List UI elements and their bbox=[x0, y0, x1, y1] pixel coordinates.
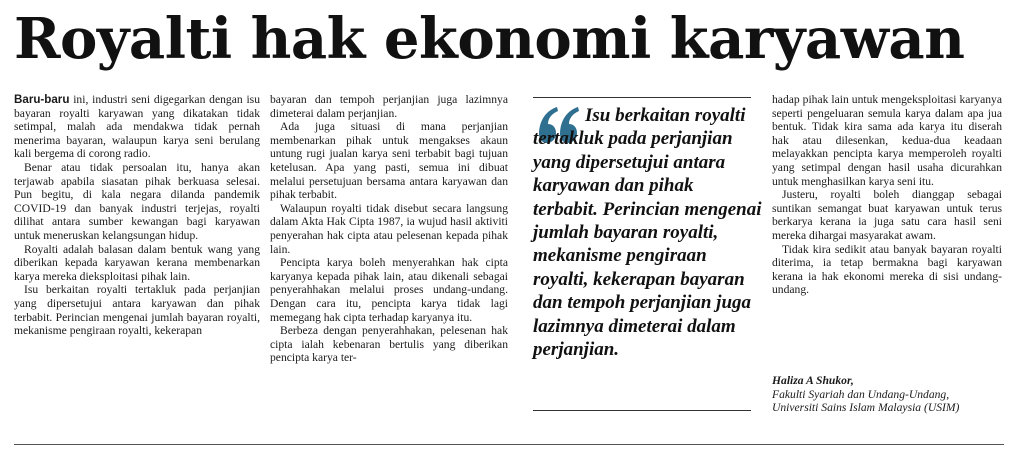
paragraph-9: Berbeza dengan penyerahhakan, pelesenan hak cipta ialah kebenaran bertulis yang diberikan pencipta karya ter- bbox=[270, 324, 508, 365]
article-column-4 bbox=[772, 93, 1002, 297]
paragraph-8: Pencipta karya boleh menyerahkan hak cipta karyanya kepada pihak lain, atau dikenali sebagai penyerahhakan melalui proses undang-undang. Dengan cara itu, pencipta karya tidak lagi memegang hak cipta terhadap karyanya itu. bbox=[270, 256, 508, 324]
author-byline bbox=[772, 374, 1002, 415]
pullquote-bottom-rule bbox=[533, 410, 751, 411]
paragraph-2: Benar atau tidak persoalan itu, hanya akan terjawab apabila siasatan pihak berkuasa selesai. Pun begitu, di kala negara dilanda pandemik COVID-19 dan banyak industri terjejas, royalti dilihat antara sumber kewangan bagi karyawan untuk meneruskan kelangsungan hidup. bbox=[14, 160, 260, 242]
pullquote-text: Isu berkaitan royalti tertakluk pada perjanjian yang dipersetujui antara karyawan dan pihak terbabit. Perincian mengenai jumlah bayaran royalti, mekanisme pengiraan royalti, kekerapan bayaran dan tempoh perjanjian juga lazimnya dimeterai dalam perjanjian. bbox=[533, 105, 762, 361]
paragraph-10: hadap pihak lain untuk mengeksploitasi karyanya seperti pengeluaran semula karya dalam apa jua bentuk. Tidak kira sama ada karya itu diserah hak atau dilesenkan, kedua-dua keadaan melayakkan pencipta karya memperoleh royalti yang setimpal dengan hasil usaha dicurahkan untuk menghasilkan karya seni itu. bbox=[772, 93, 1002, 188]
paragraph-11: Justeru, royalti boleh dianggap sebagai suntikan semangat buat karyawan untuk terus berkarya kerana ia juga satu cara hasil seni mereka dihargai masyarakat awam. bbox=[772, 188, 1002, 242]
paragraph-6: Ada juga situasi di mana perjanjian membenarkan pihak untuk mengakses akaun untung rugi jualan karya seni terbabit bagi tujuan ketelusan. Apa yang pasti, semua ini dibuat melalui persetujuan bersama antara karyawan dan pihak terbabit. bbox=[270, 120, 508, 202]
headline: Royalti hak ekonomi karyawan bbox=[14, 6, 965, 72]
paragraph-12: Tidak kira sedikit atau banyak bayaran royalti diterima, ia tetap bermakna bagi karyawan kerana ia hak ekonomi mereka di sisi undang-undang. bbox=[772, 242, 1002, 297]
pullquote-top-rule bbox=[533, 97, 751, 98]
author-name: Haliza A Shukor, bbox=[772, 374, 854, 387]
article-column-1 bbox=[14, 93, 260, 338]
paragraph-5: bayaran dan tempoh perjanjian juga lazimnya dimeterai dalam perjanjian. bbox=[270, 93, 508, 120]
paragraph-3: Royalti adalah balasan dalam bentuk wang yang diberikan kepada karyawan kerana membenarkan karya mereka dieksploitasi pihak lain. bbox=[14, 242, 260, 283]
paragraph-7: Walaupun royalti tidak disebut secara langsung dalam Akta Hak Cipta 1987, ia wujud hasil aktiviti penyerahan hak cipta atau pelesenan kepada pihak lain. bbox=[270, 201, 508, 256]
author-affiliation-university: Universiti Sains Islam Malaysia (USIM) bbox=[772, 401, 960, 415]
article-column-2 bbox=[270, 93, 508, 365]
bottom-rule bbox=[14, 444, 1004, 445]
lead-word: Baru-baru bbox=[14, 93, 70, 106]
paragraph-1-text: ini, industri seni digegarkan dengan isu bayaran royalti karyawan yang dikatakan tidak setimpal, malah ada mendakwa tidak pernah menerima bayaran, walaupun karya seni berulang kali bergema di corong radio. bbox=[14, 93, 260, 161]
author-affiliation-faculty: Fakulti Syariah dan Undang-Undang, bbox=[772, 387, 950, 401]
paragraph-1 bbox=[14, 93, 260, 161]
paragraph-4: Isu berkaitan royalti tertakluk pada perjanjian yang dipersetujui antara karyawan dan pihak terbabit. Perincian mengenai jumlah bayaran royalti, mekanisme pengiraan royalti, kekerapan bbox=[14, 283, 260, 338]
pullquote bbox=[533, 104, 763, 361]
